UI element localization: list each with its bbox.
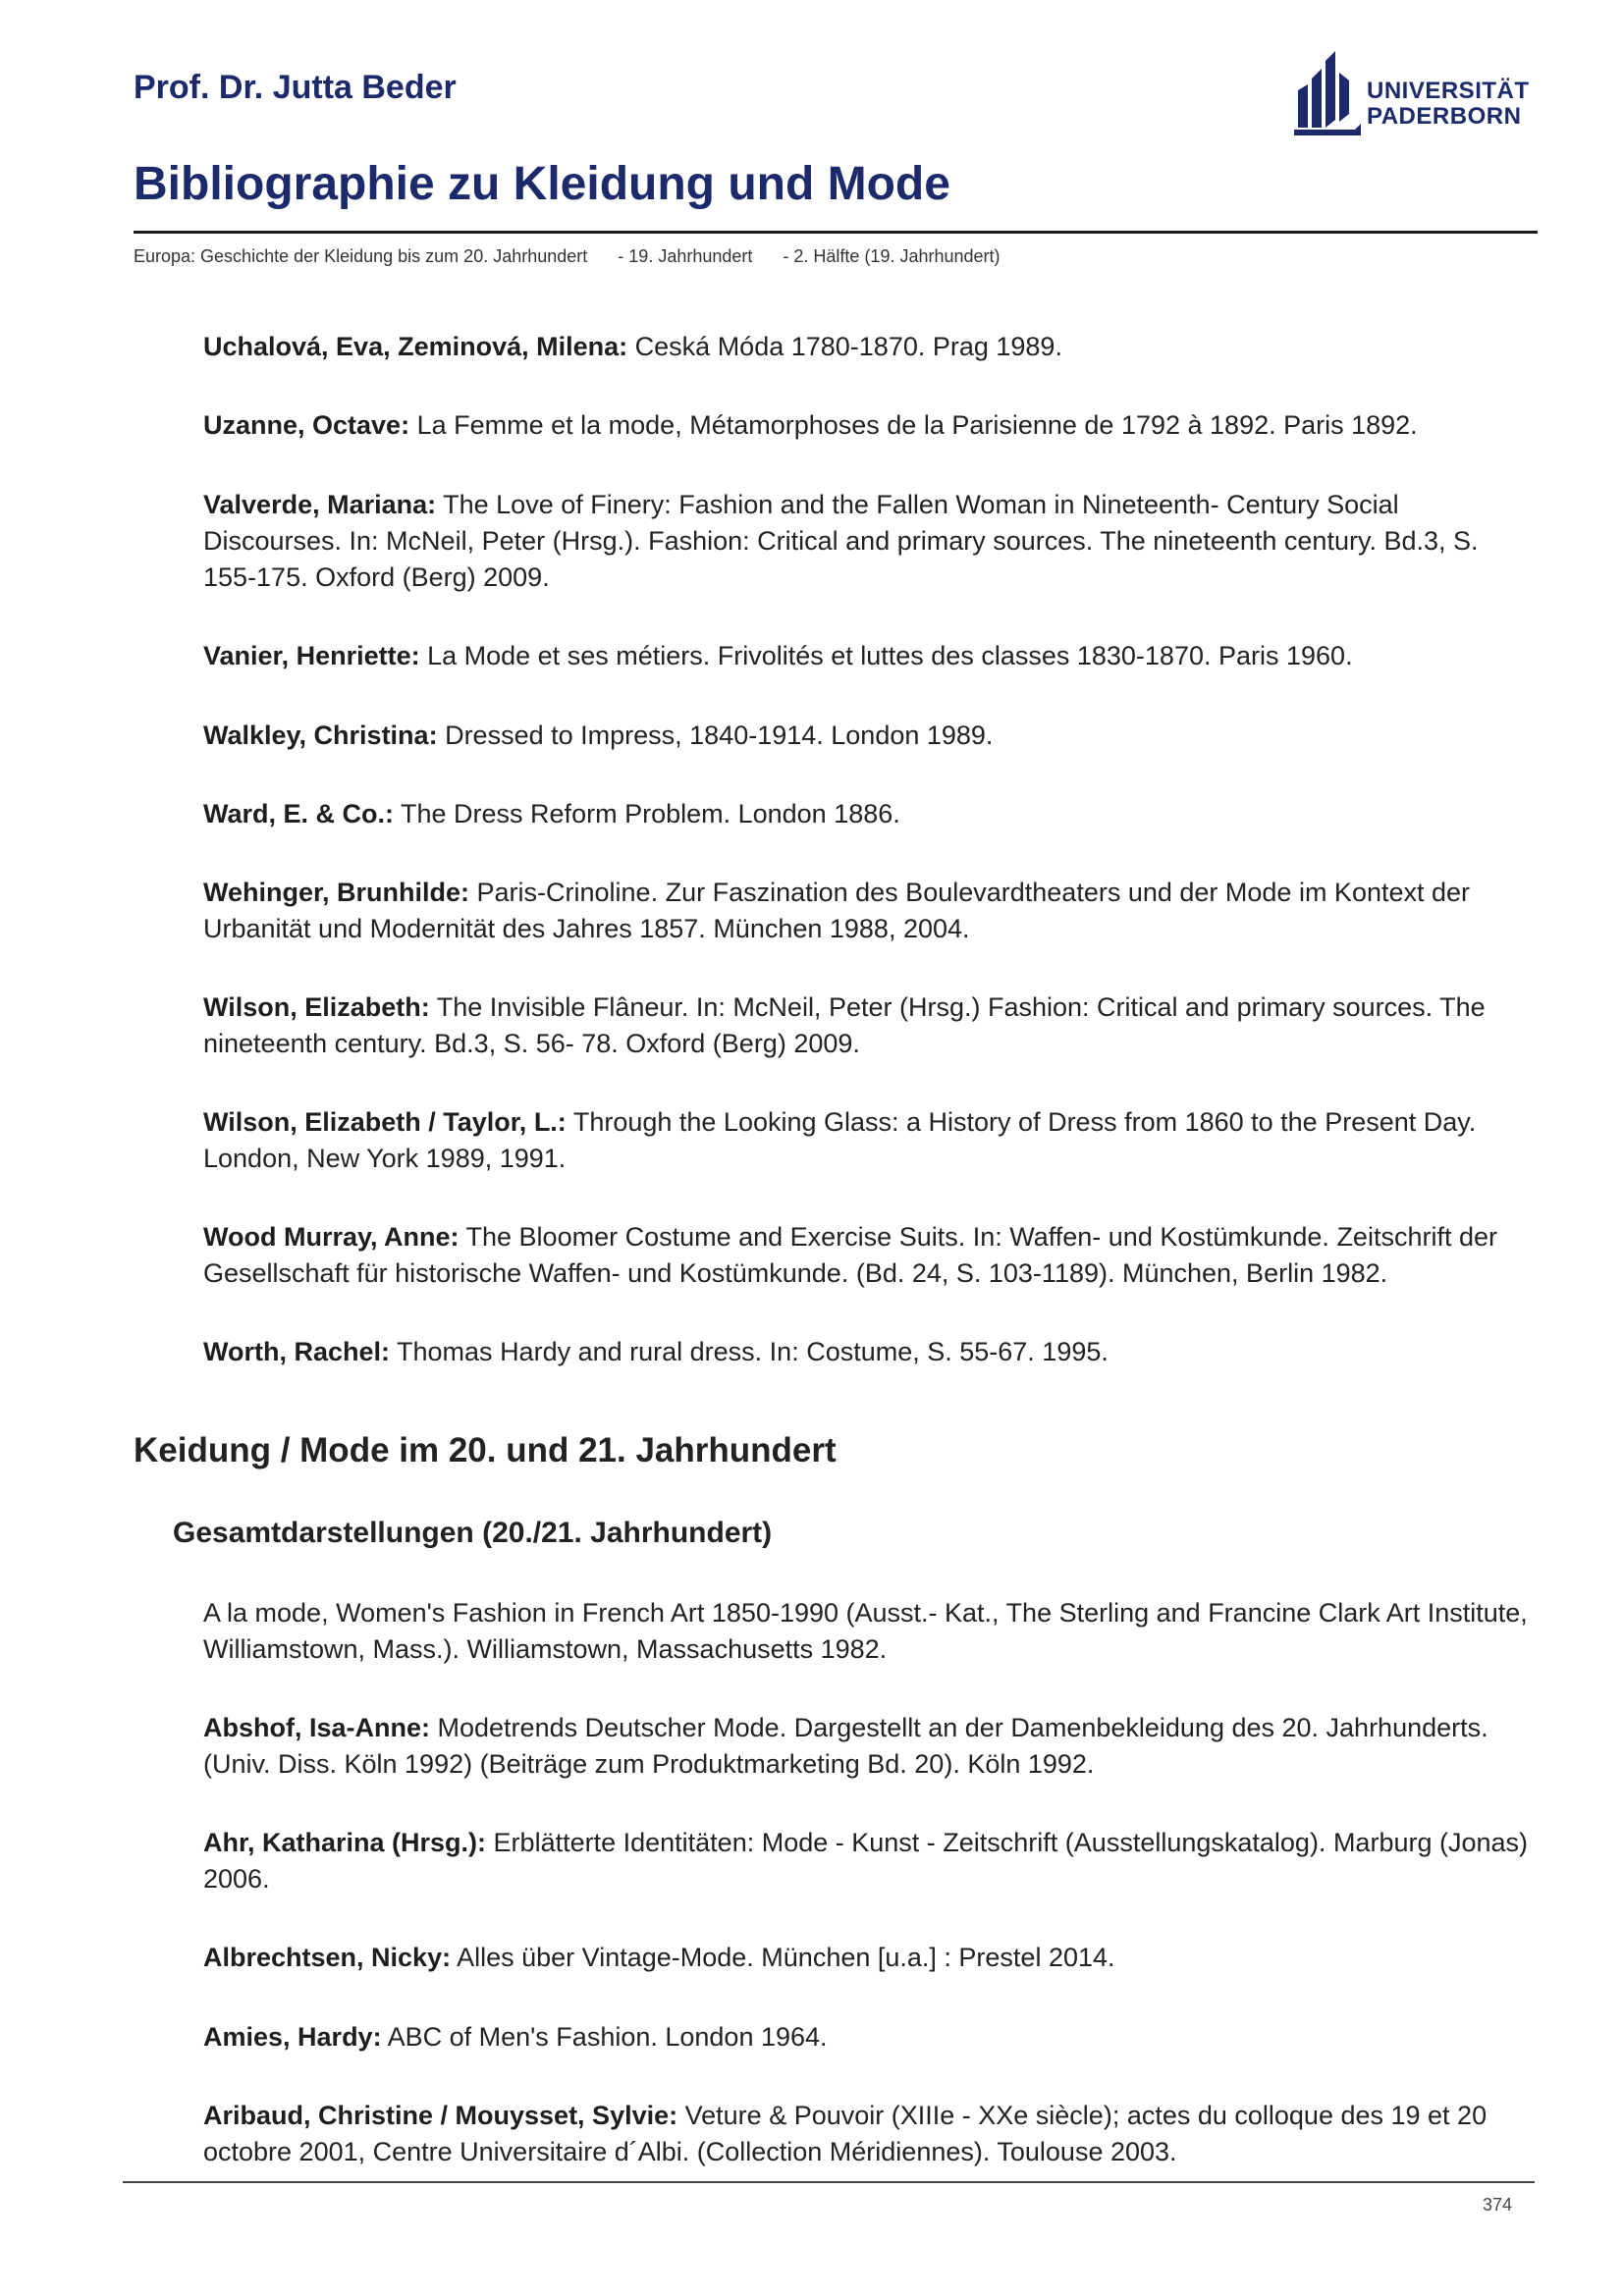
entry-text: Alles über Vintage-Mode. München [u.a.] : Prestel 2014. [451, 1943, 1115, 1972]
entry-author: Valverde, Mariana: [203, 490, 437, 519]
entry-text: The Invisible Flâneur. In: McNeil, Peter (Hrsg.) Fashion: Critical and primary sources. The nineteenth century. Bd.3, S. 56- 78. Oxford (Berg) 2009. [203, 992, 1486, 1058]
bibliography-entry [203, 718, 1534, 754]
bibliography-entry [203, 1940, 1534, 1976]
author-name: Prof. Dr. Jutta Beder [134, 69, 457, 106]
entry-text: La Mode et ses métiers. Frivolités et luttes des classes 1830-1870. Paris 1960. [419, 641, 1353, 670]
bibliography-entry [203, 638, 1534, 674]
bibliography-entry [203, 1595, 1534, 1668]
logo-line-2: PADERBORN [1367, 103, 1522, 130]
breadcrumb-item: - 2. Hälfte (19. Jahrhundert) [783, 246, 1001, 266]
bibliography-entry [203, 989, 1534, 1062]
bibliography-entry [203, 329, 1534, 365]
bibliography-entry [203, 1825, 1534, 1897]
bibliography-entry [203, 1104, 1534, 1177]
entry-author: Wood Murray, Anne: [203, 1222, 460, 1252]
bibliography-entry [203, 1710, 1534, 1783]
entry-text: La Femme et la mode, Métamorphoses de la Parisienne de 1792 à 1892. Paris 1892. [409, 410, 1418, 440]
header-rule [134, 231, 1538, 234]
entry-text: Through the Looking Glass: a History of Dress from 1860 to the Present Day. London, New York 1989, 1991. [203, 1107, 1477, 1173]
bibliography-entry [203, 875, 1534, 947]
bibliography-entry [203, 796, 1534, 832]
entry-author: Ahr, Katharina (Hrsg.): [203, 1828, 487, 1857]
entry-author: Wilson, Elizabeth / Taylor, L.: [203, 1107, 567, 1137]
entry-author: Vanier, Henriette: [203, 641, 420, 670]
university-logo-icon [1294, 51, 1363, 135]
page-number: 374 [1483, 2195, 1513, 2215]
bibliography-entry [203, 2098, 1534, 2170]
entry-author: Worth, Rachel: [203, 1337, 391, 1366]
subsection-heading: Gesamtdarstellungen (20./21. Jahrhundert) [173, 1517, 773, 1549]
breadcrumb [134, 246, 1026, 267]
entry-text: The Love of Finery: Fashion and the Fallen Woman in Nineteenth- Century Social Discourses. In: McNeil, Peter (Hrsg.). Fashion: Critical and primary sources. The nineteenth century. Bd.3, S. 155-175. Oxford (Berg) 2009. [203, 490, 1479, 592]
entry-text: Thomas Hardy and rural dress. In: Costume, S. 55-67. 1995. [390, 1337, 1109, 1366]
footer-rule [123, 2181, 1535, 2183]
entry-author: Uzanne, Octave: [203, 410, 410, 440]
entry-author: Aribaud, Christine / Mouysset, Sylvie: [203, 2101, 678, 2130]
entry-text: The Dress Reform Problem. London 1886. [394, 799, 900, 828]
bibliography-entry [203, 1219, 1534, 1292]
entry-author: Ward, E. & Co.: [203, 799, 394, 828]
section-heading: Keidung / Mode im 20. und 21. Jahrhundert [134, 1431, 837, 1469]
entry-author: Albrechtsen, Nicky: [203, 1943, 452, 1972]
entry-author: Wilson, Elizabeth: [203, 992, 430, 1022]
entry-text: Ceská Móda 1780-1870. Prag 1989. [627, 332, 1062, 361]
entry-author: Uchalová, Eva, Zeminová, Milena: [203, 332, 628, 361]
entry-author: Walkley, Christina: [203, 721, 438, 750]
bibliography-entry [203, 2019, 1534, 2056]
breadcrumb-item: Europa: Geschichte der Kleidung bis zum 20. Jahrhundert [134, 246, 588, 266]
entry-text: Paris-Crinoline. Zur Faszination des Boulevardtheaters und der Mode im Kontext der Urbanität und Modernität des Jahres 1857. München 1988, 2004. [203, 878, 1471, 943]
entry-text: Modetrends Deutscher Mode. Dargestellt an der Damenbekleidung des 20. Jahrhunderts. (Univ. Diss. Köln 1992) (Beiträge zum Produktmarketing Bd. 20). Köln 1992. [203, 1713, 1488, 1779]
entry-author: Wehinger, Brunhilde: [203, 878, 470, 907]
bibliography-entry [203, 407, 1534, 444]
breadcrumb-item: - 19. Jahrhundert [618, 246, 753, 266]
entry-text: ABC of Men's Fashion. London 1964. [381, 2022, 828, 2052]
entry-text: The Bloomer Costume and Exercise Suits. In: Waffen- und Kostümkunde. Zeitschrift der Gesellschaft für historische Waffen- und Kostümkunde. (Bd. 24, S. 103-1189). München, Berlin 1982. [203, 1222, 1497, 1288]
bibliography-entry [203, 1334, 1534, 1370]
entry-text: A la mode, Women's Fashion in French Art 1850-1990 (Ausst.- Kat., The Sterling and Francine Clark Art Institute, Williamstown, Mass.). Williamstown, Massachusetts 1982. [203, 1598, 1528, 1664]
entry-author: Abshof, Isa-Anne: [203, 1713, 431, 1742]
entry-text: Dressed to Impress, 1840-1914. London 1989. [437, 721, 994, 750]
logo-wordmark [1367, 79, 1530, 130]
page-title: Bibliographie zu Kleidung und Mode [134, 158, 950, 210]
logo-line-1: UNIVERSITÄT [1367, 78, 1530, 104]
university-logo [1294, 51, 1530, 135]
entry-text: Erblätterte Identitäten: Mode - Kunst - Zeitschrift (Ausstellungskatalog). Marburg (Jonas) 2006. [203, 1828, 1529, 1894]
entry-text: Veture & Pouvoir (XIIIe - XXe siècle); actes du colloque des 19 et 20 octobre 2001, Centre Universitaire d´Albi. (Collection Méridiennes). Toulouse 2003. [203, 2101, 1488, 2166]
entry-author: Amies, Hardy: [203, 2022, 382, 2052]
bibliography-entry [203, 487, 1534, 596]
